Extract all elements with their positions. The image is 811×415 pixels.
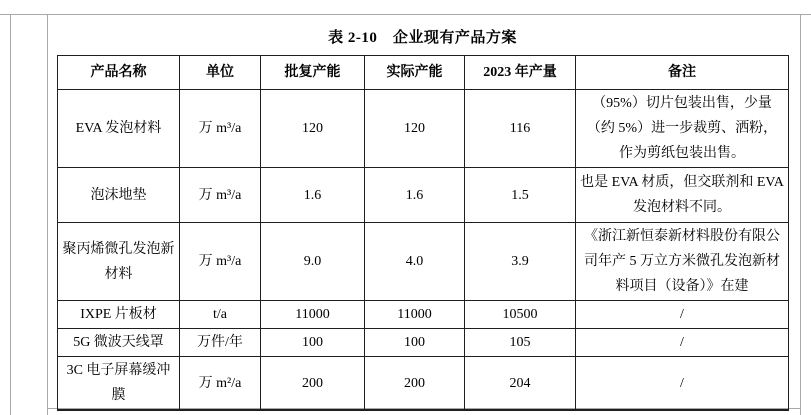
col-header-product-name: 产品名称 bbox=[58, 56, 180, 90]
table-row bbox=[58, 223, 789, 301]
cell-actual: 1.6 bbox=[365, 168, 465, 223]
cell-unit: t/a bbox=[180, 301, 261, 329]
page-grid-line-right bbox=[800, 14, 801, 415]
cell-actual: 100 bbox=[365, 329, 465, 357]
table-row bbox=[58, 357, 789, 411]
col-header-remark: 备注 bbox=[576, 56, 789, 90]
table-row bbox=[58, 301, 789, 329]
cell-unit: 万 m²/a bbox=[180, 357, 261, 411]
cell-approved: 9.0 bbox=[261, 223, 365, 301]
product-table bbox=[57, 55, 789, 411]
cell-unit: 万 m³/a bbox=[180, 168, 261, 223]
page-grid-line-left-outer bbox=[10, 14, 11, 415]
cell-unit: 万件/年 bbox=[180, 329, 261, 357]
cell-output-2023: 1.5 bbox=[465, 168, 576, 223]
cell-name: IXPE 片板材 bbox=[58, 301, 180, 329]
cell-approved: 100 bbox=[261, 329, 365, 357]
col-header-approved-capacity: 批复产能 bbox=[261, 56, 365, 90]
cell-name: 5G 微波天线罩 bbox=[58, 329, 180, 357]
cell-name: 泡沫地垫 bbox=[58, 168, 180, 223]
table-row bbox=[58, 329, 789, 357]
cell-unit: 万 m³/a bbox=[180, 223, 261, 301]
cell-output-2023: 10500 bbox=[465, 301, 576, 329]
cell-actual: 200 bbox=[365, 357, 465, 411]
col-header-unit: 单位 bbox=[180, 56, 261, 90]
page-grid-line-top bbox=[0, 14, 811, 15]
col-header-actual-capacity: 实际产能 bbox=[365, 56, 465, 90]
cell-actual: 120 bbox=[365, 90, 465, 168]
cell-approved: 120 bbox=[261, 90, 365, 168]
cell-remark: 《浙江新恒泰新材料股份有限公司年产 5 万立方米微孔发泡新材料项目（设备）》在建 bbox=[576, 223, 789, 301]
cell-name: 聚丙烯微孔发泡新材料 bbox=[58, 223, 180, 301]
cell-approved: 200 bbox=[261, 357, 365, 411]
cell-name: 3C 电子屏幕缓冲膜 bbox=[58, 357, 180, 411]
cell-remark: （95%）切片包装出售，少量（约 5%）进一步裁剪、洒粉，作为剪纸包装出售。 bbox=[576, 90, 789, 168]
col-header-2023-output: 2023 年产量 bbox=[465, 56, 576, 90]
cell-remark: / bbox=[576, 301, 789, 329]
table-row bbox=[58, 90, 789, 168]
page-grid-line-left-inner bbox=[47, 14, 48, 415]
cell-output-2023: 3.9 bbox=[465, 223, 576, 301]
cell-output-2023: 105 bbox=[465, 329, 576, 357]
cell-actual: 4.0 bbox=[365, 223, 465, 301]
cell-actual: 11000 bbox=[365, 301, 465, 329]
cell-output-2023: 204 bbox=[465, 357, 576, 411]
cell-unit: 万 m³/a bbox=[180, 90, 261, 168]
cell-remark: / bbox=[576, 329, 789, 357]
table-row bbox=[58, 168, 789, 223]
cell-approved: 11000 bbox=[261, 301, 365, 329]
cell-remark: / bbox=[576, 357, 789, 411]
cell-name: EVA 发泡材料 bbox=[58, 90, 180, 168]
cell-remark: 也是 EVA 材质，但交联剂和 EVA 发泡材料不同。 bbox=[576, 168, 789, 223]
cell-output-2023: 116 bbox=[465, 90, 576, 168]
header-row bbox=[58, 56, 789, 90]
table-caption: 表 2-10 企业现有产品方案 bbox=[328, 30, 517, 46]
cell-approved: 1.6 bbox=[261, 168, 365, 223]
